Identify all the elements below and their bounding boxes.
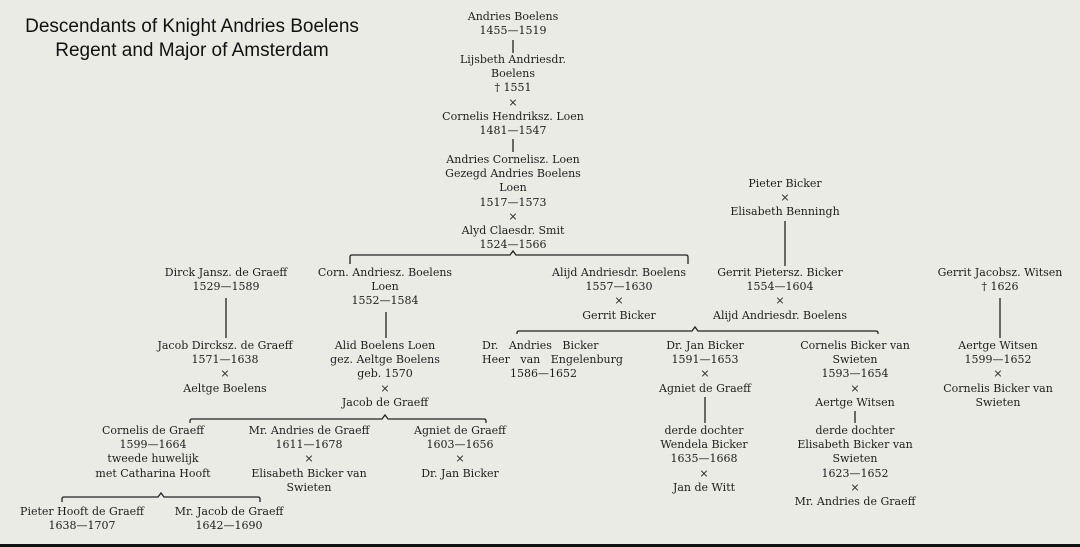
person-andries-cornelisz-loen: Andries Cornelisz. Loen Gezegd Andries Boelens Loen 1517—1573 × Alyd Claesdr. Smit 1524—1566 [445, 153, 581, 252]
person-andries-boelens: Andries Boelens 1455—1519 [467, 10, 559, 38]
person-cornelis-bicker-van-swieten: Cornelis Bicker van Swieten 1593—1654 × Aertge Witsen [800, 339, 910, 409]
page-title: Descendants of Knight Andries Boelens [25, 16, 359, 37]
bar-andries-children [350, 251, 688, 264]
person-alid-boelens-loen: Alid Boelens Loen gez. Aeltge Boelens geb. 1570 × Jacob de Graeff [330, 339, 440, 409]
person-jan-bicker: Dr. Jan Bicker 1591—1653 × Agniet de Graeff [659, 339, 751, 395]
person-alijd-andriesdr-boelens: Alijd Andriesdr. Boelens 1557—1630 × Gerrit Bicker [552, 266, 686, 322]
person-mr-andries-de-graeff: Mr. Andries de Graeff 1611—1678 × Elisabeth Bicker van Swieten [248, 424, 370, 494]
person-pieter-hooft-de-graeff: Pieter Hooft de Graeff 1638—1707 [20, 505, 144, 533]
person-corn-andriesz-boelens: Corn. Andriesz. Boelens Loen 1552—1584 [317, 266, 453, 308]
person-cornelis-de-graeff: Cornelis de Graeff 1599—1664 tweede huwelijk met Catharina Hooft [95, 424, 211, 480]
person-wendela-bicker: derde dochter Wendela Bicker 1635—1668 × Jan de Witt [660, 424, 748, 494]
person-dirck-jansz-de-graeff: Dirck Jansz. de Graeff 1529—1589 [164, 266, 288, 294]
person-andries-bicker: Dr. Andries Bicker Heer van Engelenburg 1586—1652 [482, 339, 623, 381]
person-elisabeth-bicker-van-swieten: derde dochter Elisabeth Bicker van Swieten 1623—1652 × Mr. Andries de Graeff [794, 424, 916, 509]
page-subtitle: Regent and Major of Amsterdam [55, 40, 329, 61]
bar-alid-children [190, 415, 486, 423]
person-gerrit-jacobsz-witsen: Gerrit Jacobsz. Witsen † 1626 [937, 266, 1063, 294]
person-gerrit-pietersz-bicker: Gerrit Pietersz. Bicker 1554—1604 × Alijd Andriesdr. Boelens [713, 266, 847, 322]
person-aertge-witsen: Aertge Witsen 1599—1652 × Cornelis Bicker van Swieten [943, 339, 1053, 409]
person-jacob-dircksz-de-graeff: Jacob Dircksz. de Graeff 1571—1638 × Aeltge Boelens [157, 339, 293, 395]
bar-cornelis-children [62, 493, 260, 502]
person-lijsbeth-boelens: Lijsbeth Andriesdr. Boelens † 1551 × Cornelis Hendriksz. Loen 1481—1547 [442, 53, 584, 138]
person-pieter-bicker: Pieter Bicker × Elisabeth Benningh [730, 177, 840, 219]
person-mr-jacob-de-graeff: Mr. Jacob de Graeff 1642—1690 [174, 505, 284, 533]
person-agniet-de-graeff: Agniet de Graeff 1603—1656 × Dr. Jan Bicker [414, 424, 506, 480]
bar-gerrit-children [517, 327, 878, 334]
